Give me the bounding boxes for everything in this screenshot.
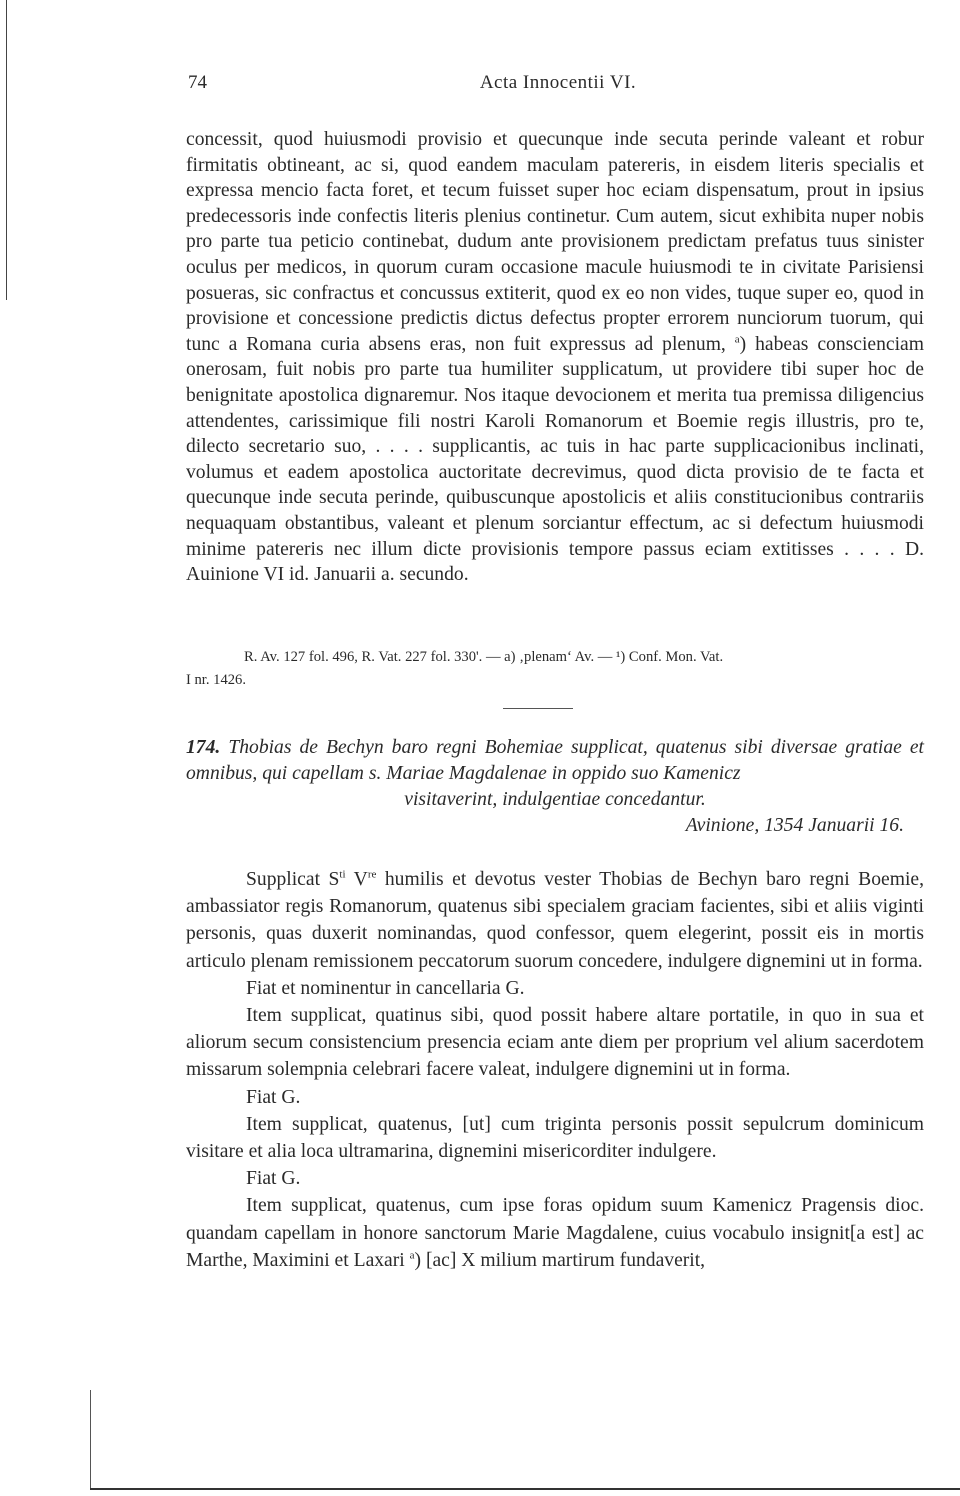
superscript: ti (339, 868, 346, 881)
section-divider (503, 708, 573, 709)
paragraph: Fiat et nominentur in cancellaria G. (246, 977, 525, 999)
dateline: Avinione, 1354 Januarii 16. (685, 815, 904, 836)
footnote-mark: a (409, 1249, 415, 1262)
page-number: 74 (188, 72, 207, 93)
entry-number: 174. (186, 737, 221, 758)
scan-edge-line (90, 1390, 91, 1490)
paragraph: Item supplicat, quatinus sibi, quod possit habere altare portatile, in quo in sua et aliorum secum consistencium presencia eciam ante diem per proprium vel alium sacerdotem missarum solempnia celebrari facere valeat, indulgere dignemini ut in forma. (186, 1005, 924, 1081)
paragraph-text: concessit, quod huiusmodi provisio et quecunque inde secuta perinde valeant et robur firmitatis obtineant, ac si, quod eandem maculam patereris, in eisdem literis specialis et expressa mencio facta foret, et tecum fuisset super hoc eciam dispensatum, prout in ipsius predecessoris inde confectis literis plenius continetur. Cum autem, sicut exhibita nuper nobis pro parte tua peticio continebat, dudum ante provisionem predictam prefatus tuus sinister oculus per medicos, in quorum curam occasione macule huiusmodi te in civitate Parisiensi posueras, sic confractus et concussus extiterit, quod ex eo non vides, tuque super eo, quod in provisione et concessione predictis dictus defectus propter errorem nunciorum tuorum, qui tunc a Romana curia absens eras, non fuit expressus ad plenum, (186, 129, 924, 355)
footnote-mark: a (734, 333, 740, 346)
paragraph (186, 866, 924, 975)
main-text-block (186, 127, 924, 588)
paragraph-text: V (345, 869, 368, 890)
scan-bottom-line (90, 1488, 960, 1490)
paragraph: Fiat G. (246, 1086, 301, 1108)
paragraph-text: ) habeas conscienciam onerosam, fuit nobis pro parte tua humiliter supplicatum, ut providere tibi super hoc de benignitate apostolica dignaremur. Nos itaque devocionem et merita tua premissa diligencius attendentes, carissimique fili nostri Karoli Romanorum et Boemie regis illustris, pro te, dilecto secretario suo, . . . . supplicantis, ac tuis in hac parte supplicacionibus inclinati, volumus et eadem apostolica auctoritate decrevimus, quod dicta provisio de te facta et quecunque inde secuta perinde, quibuscunque apostolicis et aliis constitucionibus contrariis nequaquam obstantibus, valeant et plenum sorciantur effectum, ac si defectum huiusmodi minime patereris nec illum dicte provisionis tempore passus eciam extitisses . . . . D. Auinione VI id. Januarii a. secundo. (186, 333, 924, 586)
page-header (188, 72, 928, 102)
footnote-line: I nr. 1426. (186, 672, 246, 688)
footnote-line: R. Av. 127 fol. 496, R. Vat. 227 fol. 330'. — a) ‚plenam‘ Av. — ¹) Conf. Mon. Vat. (244, 649, 724, 665)
superscript: re (367, 868, 377, 881)
paragraph-text: Supplicat S (246, 869, 340, 890)
rubric-text-center: visitaverint, indulgentiae concedantur. (404, 789, 706, 810)
paragraph-text: humilis et devotus vester Thobias de Bechyn baro regni Boemie, ambassiator regis Romanorum, quatenus sibi specialem graciam facientes, sibi et aliis viginti personis, quas duxerit nominandas, quod confessor, quem elegerint, possit eis in mortis articulo plenam remissionem peccatorum suorum concedere, indulgere dignemini ut in forma. (186, 869, 924, 972)
footnote (186, 646, 924, 692)
paragraph: Fiat G. (246, 1168, 301, 1190)
supplication-text (186, 866, 924, 1274)
paragraph (186, 127, 924, 588)
scan-edge-line (6, 0, 7, 300)
paragraph-text: ) [ac] X milium martirum fundaverit, (414, 1249, 706, 1271)
paragraph-text: Item supplicat, quatenus, cum ipse foras opidum suum Kamenicz Pragensis dioc. quandam capellam in honore sanctorum Marie Magdalene, cuius vocabulo insignit[a est] ac Marthe, Maximini et Laxari (186, 1195, 924, 1271)
paragraph (186, 1192, 924, 1274)
rubric-text: Thobias de Bechyn baro regni Bohemiae supplicat, quatenus sibi diversae gratiae et omnibus, qui capellam s. Mariae Magdalenae in oppido suo Kamenicz (186, 737, 924, 784)
entry-rubric (186, 735, 924, 813)
paragraph: Item supplicat, quatenus, [ut] cum triginta personis possit sepulcrum dominicum visitare et alia loca ultramarina, dignemini misericorditer indulgere. (186, 1113, 924, 1163)
running-title: Acta Innocentii VI. (479, 72, 637, 93)
